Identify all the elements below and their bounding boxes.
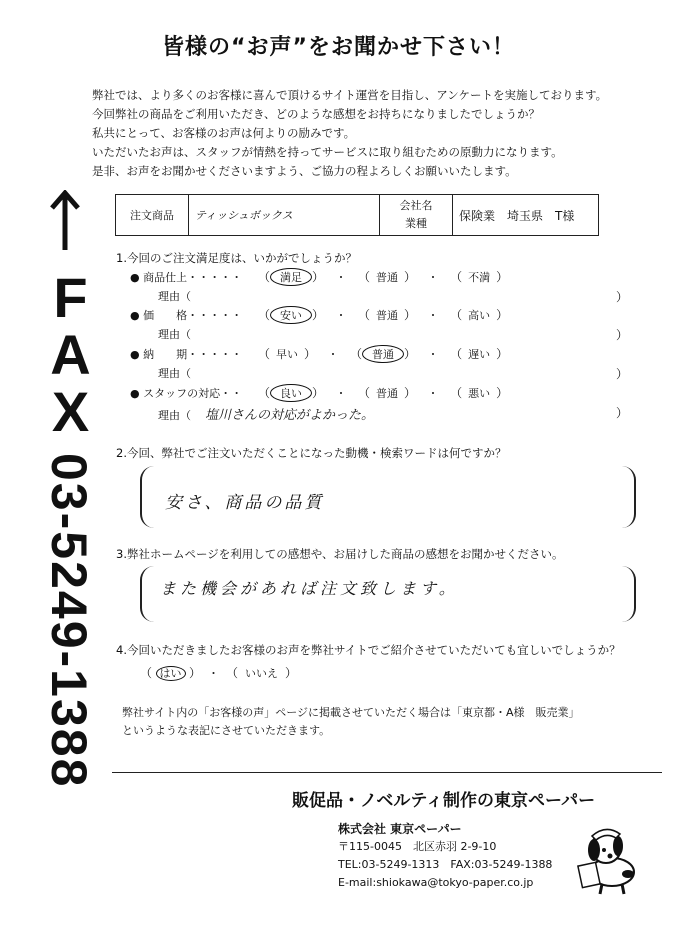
q1-option[interactable]: 普通: [362, 345, 404, 363]
page-title: 皆様の“お声”をお聞かせ下さい！: [162, 35, 515, 60]
company-address: 〒115-0045 北区赤羽 2-9-10: [338, 840, 497, 853]
intro-line: 是非、お声をお聞かせくださいますよう、ご協力の程よろしくお願いいたします。: [92, 164, 517, 178]
q1-item-label: ● 納 期・・・・・: [130, 348, 243, 361]
q4-title: 4.今回いただきましたお客様のお声を弊社サイトでご紹介させていただいても宜しいでしょうか？: [116, 643, 621, 657]
q1-option[interactable]: 早い: [276, 348, 299, 361]
intro-line: いただいたお声は、スタッフが情熱を持ってサービスに取り組むための原動力になります。: [92, 145, 563, 159]
q4-options: （ はい ） ・ （ いいえ ）: [140, 666, 298, 680]
q1-item-label: ● 価 格・・・・・: [130, 309, 243, 322]
q1-option[interactable]: 良い: [270, 384, 312, 402]
intro-line: 弊社では、より多くのお客様に喜んで頂けるサイト運営を目指し、アンケートを実施しております。: [92, 88, 608, 102]
q1-option[interactable]: 遅い: [468, 348, 491, 361]
company-tel: TEL:03-5249-1313 FAX:03-5249-1388: [338, 858, 553, 871]
intro-line: 今回弊社の商品をご利用いただき、どのような感想をお持ちになりましたでしょうか？: [92, 107, 541, 121]
q1-reason-row: 理由（ ）: [158, 290, 628, 304]
product-label: 注文商品: [116, 195, 189, 236]
q1-item-row: ● 価 格・・・・・ （ 安い ） ・ （ 普通 ） ・ （ 高い ）: [130, 308, 509, 322]
fax-label: FAX: [39, 266, 102, 437]
q1-option[interactable]: 高い: [468, 309, 491, 322]
fax-number: 03-5249-1388: [41, 453, 97, 789]
fax-banner: [36, 190, 100, 788]
company-tagline: 販促品・ノベルティ制作の東京ペーパー: [292, 791, 596, 811]
company-name: 株式会社 東京ペーパー: [338, 822, 462, 836]
q4-option-no[interactable]: いいえ: [245, 667, 279, 680]
product-value: ティッシュボックス: [189, 195, 380, 236]
q1-option[interactable]: 普通: [376, 271, 399, 284]
order-info-table: [115, 194, 599, 236]
q1-item-row: ● スタッフの対応・・ （ 良い ） ・ （ 普通 ） ・ （ 悪い ）: [130, 386, 509, 400]
intro-line: 私共にとって、お客様のお声は何よりの励みです。: [92, 126, 356, 140]
q3-title: 3.弊社ホームページを利用しての感想や、お届けした商品の感想をお聞かせください。: [116, 547, 564, 561]
q1-item-label: ● スタッフの対応・・: [130, 387, 243, 400]
company-industry-label: [380, 195, 453, 236]
q1-item-row: ● 納 期・・・・・ （ 早い ） ・ （ 普通 ） ・ （ 遅い ）: [130, 347, 509, 361]
q1-option[interactable]: 普通: [376, 309, 399, 322]
q1-item-label: ● 商品仕上・・・・・: [130, 271, 243, 284]
q1-option[interactable]: 不満: [468, 271, 491, 284]
q1-option[interactable]: 普通: [376, 387, 399, 400]
q4-note-2: というような表記にさせていただきます。: [122, 724, 331, 737]
q1-reason-row: 理由（ 塩川さんの対応がよかった。 ）: [158, 406, 628, 423]
q1-option[interactable]: 安い: [270, 306, 312, 324]
q2-title: 2.今回、弊社でご注文いただくことになった動機・検索ワードは何ですか？: [116, 446, 507, 460]
industry-label: 業種: [405, 217, 427, 230]
q2-answer: 安さ、商品の品質: [165, 493, 325, 513]
divider: [112, 772, 662, 773]
q1-option[interactable]: 悪い: [468, 387, 491, 400]
q1-reason-value[interactable]: 塩川さんの対応がよかった。: [205, 408, 375, 423]
q1-option[interactable]: 満足: [270, 268, 312, 286]
company-value: 保険業 埼玉県 T様: [453, 195, 599, 236]
q3-answer: また機会があれば注文致します。: [160, 579, 459, 598]
company-info: [338, 820, 552, 892]
q4-option-yes[interactable]: はい: [156, 666, 186, 681]
q1-title: 1.今回のご注文満足度は、いかがでしょうか？: [116, 251, 357, 265]
dog-mascot-icon: [572, 818, 652, 898]
q1-reason-label: 理由（: [158, 409, 191, 422]
q1-reason-row: 理由（ ）: [158, 367, 628, 381]
q1-reason-label: 理由（: [158, 290, 191, 303]
q4-note-1: 弊社サイト内の「お客様の声」ページに掲載させていただく場合は「東京都・A様 販売業」: [122, 706, 580, 719]
q1-reason-label: 理由（: [158, 328, 191, 341]
q1-reason-row: 理由（ ）: [158, 328, 628, 342]
intro-text: [92, 86, 607, 181]
company-email: E-mail:shiokawa@tokyo-paper.co.jp: [338, 876, 534, 889]
q1-reason-label: 理由（: [158, 367, 191, 380]
arrow-up-icon: [50, 190, 80, 252]
q1-item-row: ● 商品仕上・・・・・ （ 満足 ） ・ （ 普通 ） ・ （ 不満 ）: [130, 270, 509, 284]
company-label: 会社名: [399, 199, 433, 212]
